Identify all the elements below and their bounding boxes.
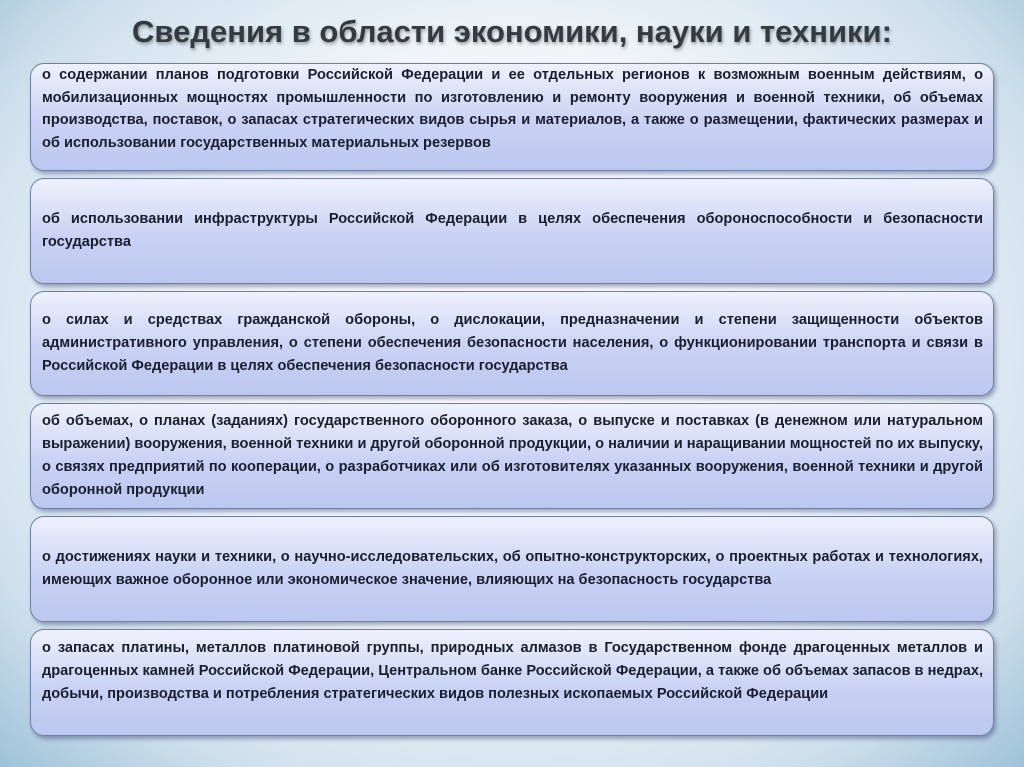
slide-title: Сведения в области экономики, науки и техники: bbox=[132, 14, 892, 49]
info-list bbox=[30, 63, 994, 743]
info-item-text: о достижениях науки и техники, о научно-исследовательских, об опытно-конструкторских, о проектных работах и технологиях, имеющих важное оборонное или экономическое значение, влияющих на безопасность государства bbox=[42, 549, 983, 588]
info-item-text: о запасах платины, металлов платиновой группы, природных алмазов в Государственном фонде драгоценных металлов и драгоценных камней Российской Федерации, Центральном банке Российской Федерации, а также об объемах запасов в недрах, добычи, производства и потребления стратегических видов полезных ископаемых Российской Федерации bbox=[42, 640, 983, 702]
info-item-text: об объемах, о планах (заданиях) государственного оборонного заказа, о выпуске и поставках (в денежном или натуральном выражении) вооружения, военной техники и другой оборонной продукции, о наличии и наращивании мощностей по их выпуску, о связях предприятий по кооперации, о разработчиках или об изготовителях указанных вооружения, военной техники и другой оборонной продукции bbox=[42, 413, 983, 498]
info-item-text: о содержании планов подготовки Российской Федерации и ее отдельных регионов к возможным военным действиям, о мобилизационных мощностях промышленности по изготовлению и ремонту вооружения и военной техники, об объемах производства, поставок, о запасах стратегических видов сырья и материалов, а также о размещении, фактических размерах и об использовании государственных материальных резервов bbox=[42, 67, 983, 151]
info-item-infrastructure bbox=[30, 178, 994, 284]
info-item-precious-metals bbox=[30, 629, 994, 736]
info-item-civil-defense bbox=[30, 291, 994, 396]
info-item-military-plans bbox=[30, 63, 994, 171]
info-item-text: об использовании инфраструктуры Российской Федерации в целях обеспечения обороноспособности и безопасности государства bbox=[42, 211, 983, 250]
info-item-text: о силах и средствах гражданской обороны, о дислокации, предназначении и степени защищенности объектов административного управления, о степени обеспечения безопасности населения, о функционировании транспорта и связи в Российской Федерации в целях обеспечения безопасности государства bbox=[42, 312, 983, 374]
info-item-science bbox=[30, 516, 994, 622]
info-item-defense-order bbox=[30, 403, 994, 509]
